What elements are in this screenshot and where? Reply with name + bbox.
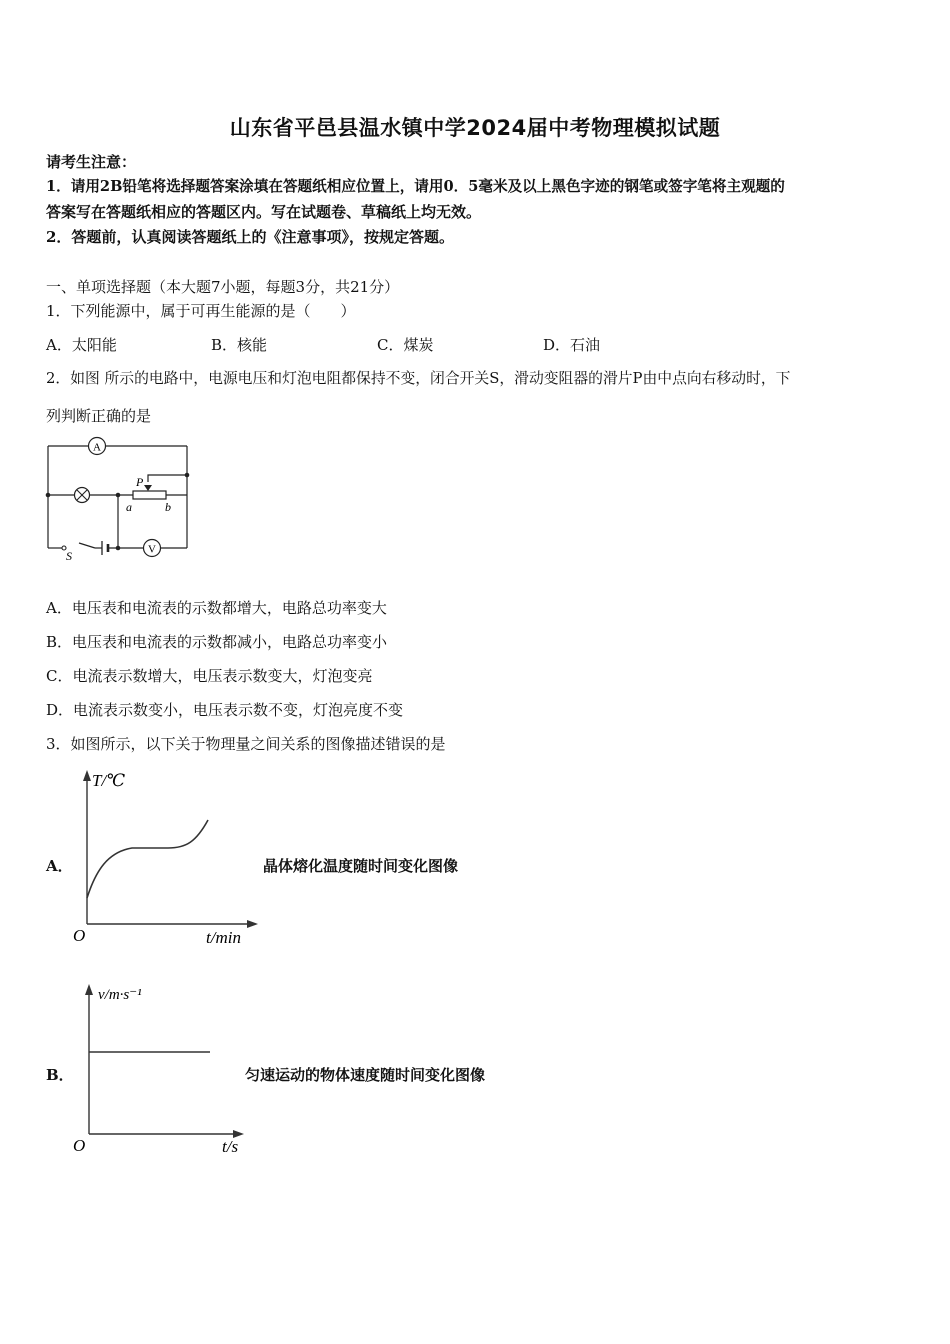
question-1-option-a: A．太阳能 <box>46 336 117 354</box>
question-3-stem: 3．如图所示，以下关于物理量之间关系的图像描述错误的是 <box>46 735 446 753</box>
ammeter-label: A <box>93 441 101 454</box>
section-heading: 一、单项选择题（本大题7小题，每题3分，共21分） <box>46 278 400 296</box>
x-axis-label: t/s <box>222 1137 239 1156</box>
y-axis-label: T/℃ <box>92 771 126 790</box>
question-2-option-c: C．电流表示数增大，电压表示数变大，灯泡变亮 <box>46 667 373 685</box>
question-1-option-b: B．核能 <box>211 336 268 354</box>
rheostat-end-b: b <box>165 500 171 514</box>
question-3-option-b-description: 匀速运动的物体速度随时间变化图像 <box>245 1066 486 1084</box>
rheostat-end-a: a <box>126 500 132 514</box>
y-axis-arrow <box>85 984 93 995</box>
origin-label: O <box>73 1136 86 1155</box>
melting-temperature-graph <box>66 764 266 950</box>
question-2-option-b: B．电压表和电流表的示数都减小，电路总功率变小 <box>46 633 388 651</box>
origin-label: O <box>73 926 86 945</box>
question-3-option-a-description: 晶体熔化温度随时间变化图像 <box>263 857 459 875</box>
x-axis-arrow <box>247 920 258 928</box>
melting-curve <box>87 820 208 898</box>
page-title: 山东省平邑县温水镇中学2024届中考物理模拟试题 <box>229 116 721 140</box>
question-1-stem: 1．下列能源中，属于可再生能源的是（ ） <box>46 302 356 320</box>
y-axis-arrow <box>83 770 91 781</box>
slider-arrow <box>144 485 152 491</box>
rheostat-symbol <box>133 491 166 499</box>
lamp-symbol <box>75 488 90 503</box>
slider-label: P <box>136 475 144 489</box>
question-1-option-c: C．煤炭 <box>377 336 434 354</box>
y-axis-label: v/m·s⁻¹ <box>98 987 142 1003</box>
battery-symbol <box>102 541 108 555</box>
question-3-option-b-letter: B． <box>46 1066 74 1084</box>
velocity-time-graph <box>66 976 266 1162</box>
question-3-option-a-letter: A． <box>46 857 73 875</box>
circuit-diagram <box>40 432 200 562</box>
question-2-stem-line-2: 列判断正确的是 <box>46 407 152 425</box>
question-2-option-a: A．电压表和电流表的示数都增大，电路总功率变大 <box>46 599 387 617</box>
switch-label: S <box>66 549 72 562</box>
notice-item-1-line-2: 答案写在答题纸相应的答题区内。写在试题卷、草稿纸上均无效。 <box>46 203 482 221</box>
question-2-option-d: D．电流表示数变小，电压表示数不变，灯泡亮度不变 <box>46 701 404 719</box>
voltmeter-label: V <box>148 543 156 556</box>
notice-item-1-line-1: 1．请用2B铅笔将选择题答案涂填在答题纸相应位置上，请用0．5毫米及以上黑色字迹的钢笔或签字笔将主观题的 <box>46 178 785 195</box>
x-axis-label: t/min <box>206 928 241 947</box>
notice-heading: 请考生注意： <box>46 153 137 171</box>
question-1-option-d: D．石油 <box>543 336 601 354</box>
question-2-stem-line-1: 2．如图 所示的电路中，电源电压和灯泡电阻都保持不变，闭合开关S，滑动变阻器的滑片P由中点向右移动时，下 <box>46 370 791 387</box>
notice-item-2: 2．答题前，认真阅读答题纸上的《注意事项》，按规定答题。 <box>46 228 454 246</box>
